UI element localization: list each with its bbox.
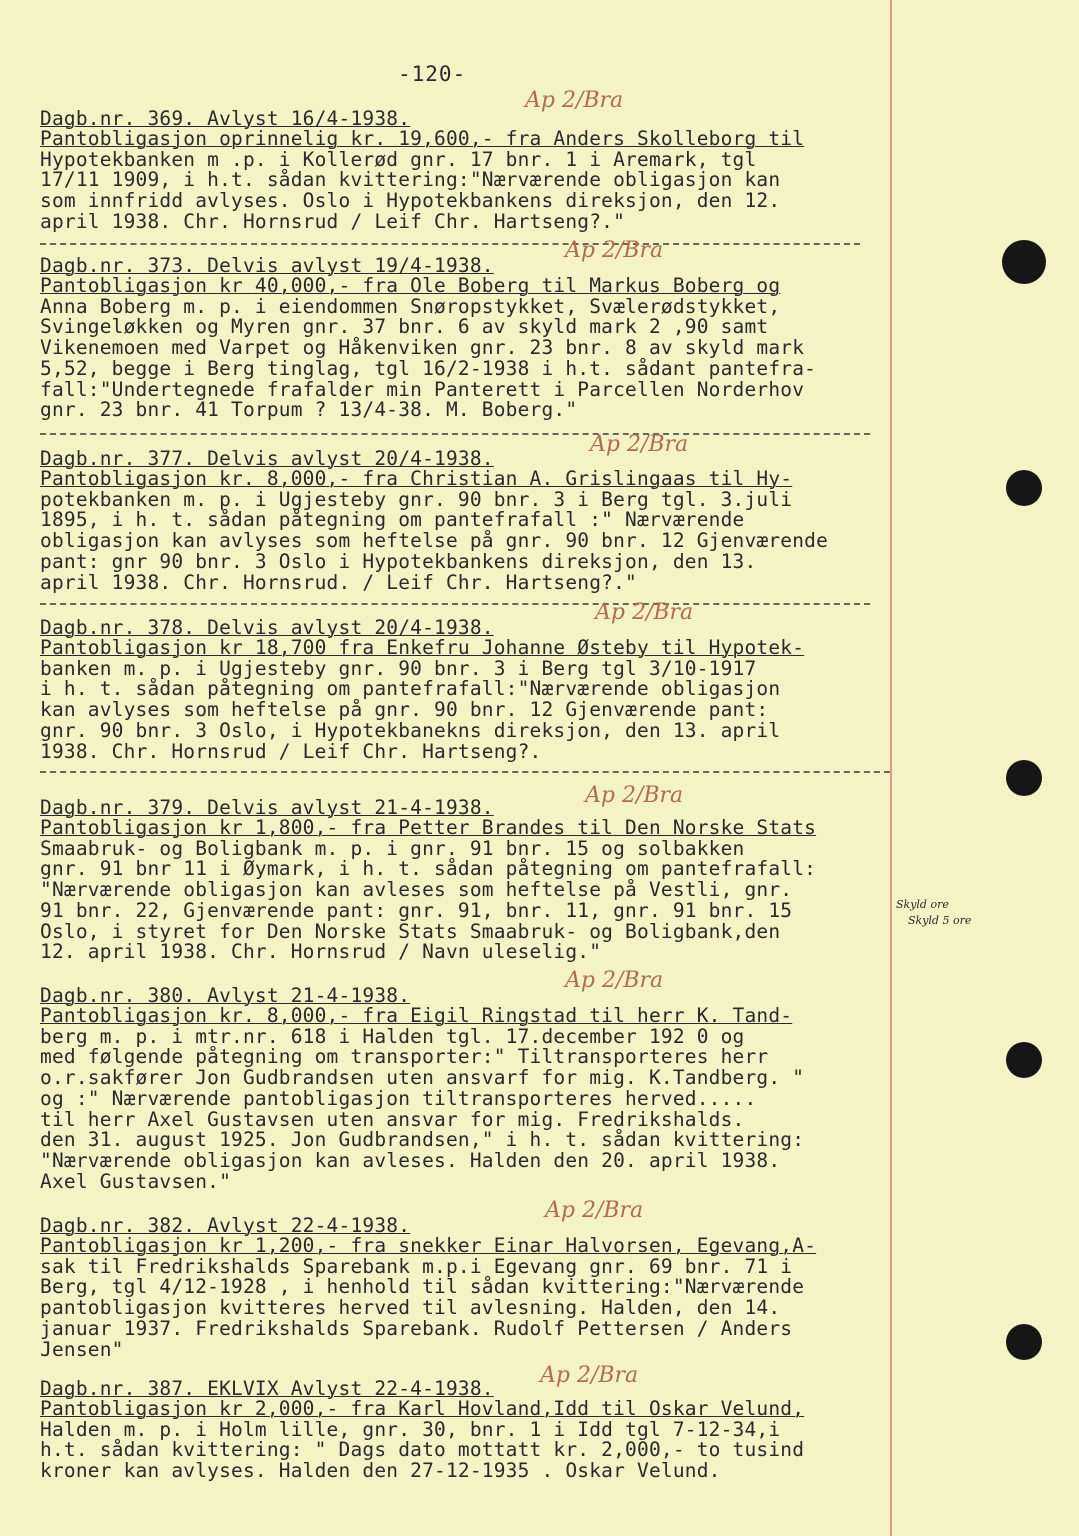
entry-line: berg m. p. i mtr.nr. 618 i Halden tgl. 17.december 192 0 og — [40, 1024, 745, 1048]
handwritten-annotation: Ap 2/Bra — [595, 600, 694, 625]
entry-header: Dagb.nr. 373. Delvis avlyst 19/4-1938. — [40, 254, 494, 277]
entry-379 — [40, 797, 900, 963]
entry-header: Dagb.nr. 378. Delvis avlyst 20/4-1938. — [40, 616, 494, 639]
entry-line: 1938. Chr. Hornsrud / Leif Chr. Hartseng?. — [40, 739, 542, 763]
entry-line: "Nærværende obligasjon kan avleses som heftelse på Vestli, gnr. — [40, 878, 793, 902]
entry-header: Dagb.nr. 377. Delvis avlyst 20/4-1938. — [40, 447, 494, 470]
entry-line: 5,52, begge i Berg tinglag, tgl 16/2-1938 i h.t. sådant pantefra- — [40, 356, 817, 380]
handwritten-annotation: Ap 2/Bra — [565, 238, 664, 263]
entry-line: Pantobligasjon kr. 8,000,- fra Christian A. Grislingaas til Hy- — [40, 467, 793, 490]
entry-line: o.r.sakfører Jon Gudbrandsen uten ansvarf for mig. K.Tandberg. " — [40, 1066, 805, 1090]
entry-line: Pantobligasjon kr 2,000,- fra Karl Hovland,Idd til Oskar Velund, — [40, 1397, 805, 1420]
entry-line: Halden m. p. i Holm lille, gnr. 30, bnr. 1 i Idd tgl 7-12-34,i — [40, 1417, 781, 1441]
entry-line: pantobligasjon kvitteres herved til avlesning. Halden, den 14. — [40, 1296, 781, 1320]
entry-line: kan avlyses som heftelse på gnr. 90 bnr. 12 Gjenværende pant: — [40, 698, 769, 722]
entry-line: Pantobligasjon kr 1,200,- fra snekker Einar Halvorsen, Egevang,A- — [40, 1234, 817, 1257]
margin-note: Skyld 5 ore — [908, 914, 972, 927]
entry-line: i h. t. sådan påtegning om pantefrafall:"Nærværende obligasjon — [40, 677, 781, 701]
punch-hole — [1002, 240, 1046, 284]
entry-378 — [40, 617, 900, 762]
entry-line: pant: gnr 90 bnr. 3 Oslo i Hypotekbankens direksjon, den 13. — [40, 549, 757, 573]
page-number: -120- — [398, 62, 467, 86]
separator-rule — [40, 771, 890, 773]
separator-rule — [40, 603, 870, 605]
handwritten-annotation: Ap 2/Bra — [590, 432, 689, 457]
entry-380 — [40, 985, 900, 1192]
punch-hole — [1006, 1042, 1042, 1078]
margin-note: Skyld ore — [896, 898, 949, 911]
entry-header: Dagb.nr. 380. Avlyst 21-4-1938. — [40, 984, 411, 1007]
handwritten-annotation: Ap 2/Bra — [525, 88, 624, 113]
entry-line: Vikenemoen med Varpet og Håkenviken gnr. 23 bnr. 8 av skyld mark — [40, 336, 805, 360]
entry-line: "Nærværende obligasjon kan avleses. Halden den 20. april 1938. — [40, 1148, 781, 1172]
entry-line: Pantobligasjon kr 18,700 fra Enkefru Johanne Østeby til Hypotek- — [40, 636, 805, 659]
entry-line: gnr. 90 bnr. 3 Oslo, i Hypotekbanekns direksjon, den 13. april — [40, 718, 781, 742]
entry-header: Dagb.nr. 387. EKLVIX Avlyst 22-4-1938. — [40, 1377, 494, 1400]
entry-line: potekbanken m. p. i Ugjesteby gnr. 90 bnr. 3 i Berg tgl. 3.juli — [40, 487, 793, 511]
entry-line: april 1938. Chr. Hornsrud / Leif Chr. Hartseng?." — [40, 209, 626, 233]
entry-header: Dagb.nr. 379. Delvis avlyst 21-4-1938. — [40, 796, 494, 819]
entry-line: Smaabruk- og Boligbank m. p. i gnr. 91 bnr. 15 og solbakken — [40, 836, 745, 860]
entry-line: Svingeløkken og Myren gnr. 37 bnr. 6 av skyld mark 2 ,90 samt — [40, 315, 769, 339]
entry-369 — [40, 108, 900, 233]
entry-line: Pantobligasjon kr 40,000,- fra Ole Boberg til Markus Boberg og — [40, 274, 781, 297]
entry-line: januar 1937. Fredrikshalds Sparebank. Rudolf Pettersen / Anders — [40, 1316, 793, 1340]
entry-387 — [40, 1378, 900, 1482]
entry-line: 1895, i h. t. sådan påtegning om pantefrafall :" Nærværende — [40, 508, 745, 532]
entry-line: Hypotekbanken m .p. i Kollerød gnr. 17 bnr. 1 i Aremark, tgl — [40, 147, 757, 171]
entry-line: til herr Axel Gustavsen uten ansvar for mig. Fredrikshalds. — [40, 1107, 745, 1131]
entry-line: 91 bnr. 22, Gjenværende pant: gnr. 91, bnr. 11, gnr. 91 bnr. 15 — [40, 898, 793, 922]
entry-line: Pantobligasjon kr 1,800,- fra Petter Brandes til Den Norske Stats — [40, 816, 817, 839]
entry-line: Pantobligasjon oprinnelig kr. 19,600,- fra Anders Skolleborg til — [40, 127, 805, 150]
entry-line: 12. april 1938. Chr. Hornsrud / Navn uleselig." — [40, 940, 602, 964]
handwritten-annotation: Ap 2/Bra — [565, 968, 664, 993]
handwritten-annotation: Ap 2/Bra — [545, 1198, 644, 1223]
entry-header: Dagb.nr. 382. Avlyst 22-4-1938. — [40, 1214, 411, 1237]
entry-line: gnr. 91 bnr 11 i Øymark, i h. t. sådan påtegning om pantefrafall: — [40, 857, 817, 881]
entry-line: med følgende påtegning om transporter:" Tiltransporteres herr — [40, 1045, 769, 1069]
entry-line: gnr. 23 bnr. 41 Torpum ? 13/4-38. M. Boberg." — [40, 398, 578, 422]
entry-line: april 1938. Chr. Hornsrud. / Leif Chr. Hartseng?." — [40, 570, 637, 594]
entry-line: Jensen" — [40, 1337, 124, 1361]
entry-382 — [40, 1215, 900, 1360]
separator-rule — [40, 433, 870, 435]
handwritten-annotation: Ap 2/Bra — [585, 783, 684, 808]
entry-line: sak til Fredrikshalds Sparebank m.p.i Egevang gnr. 69 bnr. 71 i — [40, 1254, 793, 1278]
punch-hole — [1006, 1324, 1042, 1360]
entry-line: fall:"Undertegnede frafalder min Panterett i Parcellen Norderhov — [40, 377, 805, 401]
entry-line: Axel Gustavsen." — [40, 1169, 232, 1193]
entry-line: h.t. sådan kvittering: " Dags dato mottatt kr. 2,000,- to tusind — [40, 1438, 805, 1462]
entry-line: den 31. august 1925. Jon Gudbrandsen," i h. t. sådan kvittering: — [40, 1128, 805, 1152]
entry-header: Dagb.nr. 369. Avlyst 16/4-1938. — [40, 107, 411, 130]
entry-line: Pantobligasjon kr. 8,000,- fra Eigil Ringstad til herr K. Tand- — [40, 1004, 793, 1027]
entry-line: kroner kan avlyses. Halden den 27-12-1935 . Oskar Velund. — [40, 1459, 721, 1483]
handwritten-annotation: Ap 2/Bra — [540, 1363, 639, 1388]
punch-hole — [1006, 470, 1042, 506]
entry-373 — [40, 255, 900, 421]
entry-line: Berg, tgl 4/12-1928 , i henhold til sådan kvittering:"Nærværende — [40, 1275, 805, 1299]
entry-line: og :" Nærværende pantobligasjon tiltransporteres herved..... — [40, 1086, 757, 1110]
entry-line: banken m. p. i Ugjesteby gnr. 90 bnr. 3 i Berg tgl 3/10-1917 — [40, 656, 757, 680]
entry-line: 17/11 1909, i h.t. sådan kvittering:"Nærværende obligasjon kan — [40, 168, 781, 192]
entry-377 — [40, 448, 900, 593]
punch-hole — [1006, 760, 1042, 796]
entry-line: Anna Boberg m. p. i eiendommen Snøropstykket, Svælerødstykket, — [40, 294, 781, 318]
separator-rule — [40, 243, 860, 245]
entry-line: obligasjon kan avlyses som heftelse på gnr. 90 bnr. 12 Gjenværende — [40, 529, 829, 553]
entry-line: som innfridd avlyses. Oslo i Hypotekbankens direksjon, den 12. — [40, 189, 781, 213]
entry-line: Oslo, i styret for Den Norske Stats Smaabruk- og Boligbank,den — [40, 919, 781, 943]
